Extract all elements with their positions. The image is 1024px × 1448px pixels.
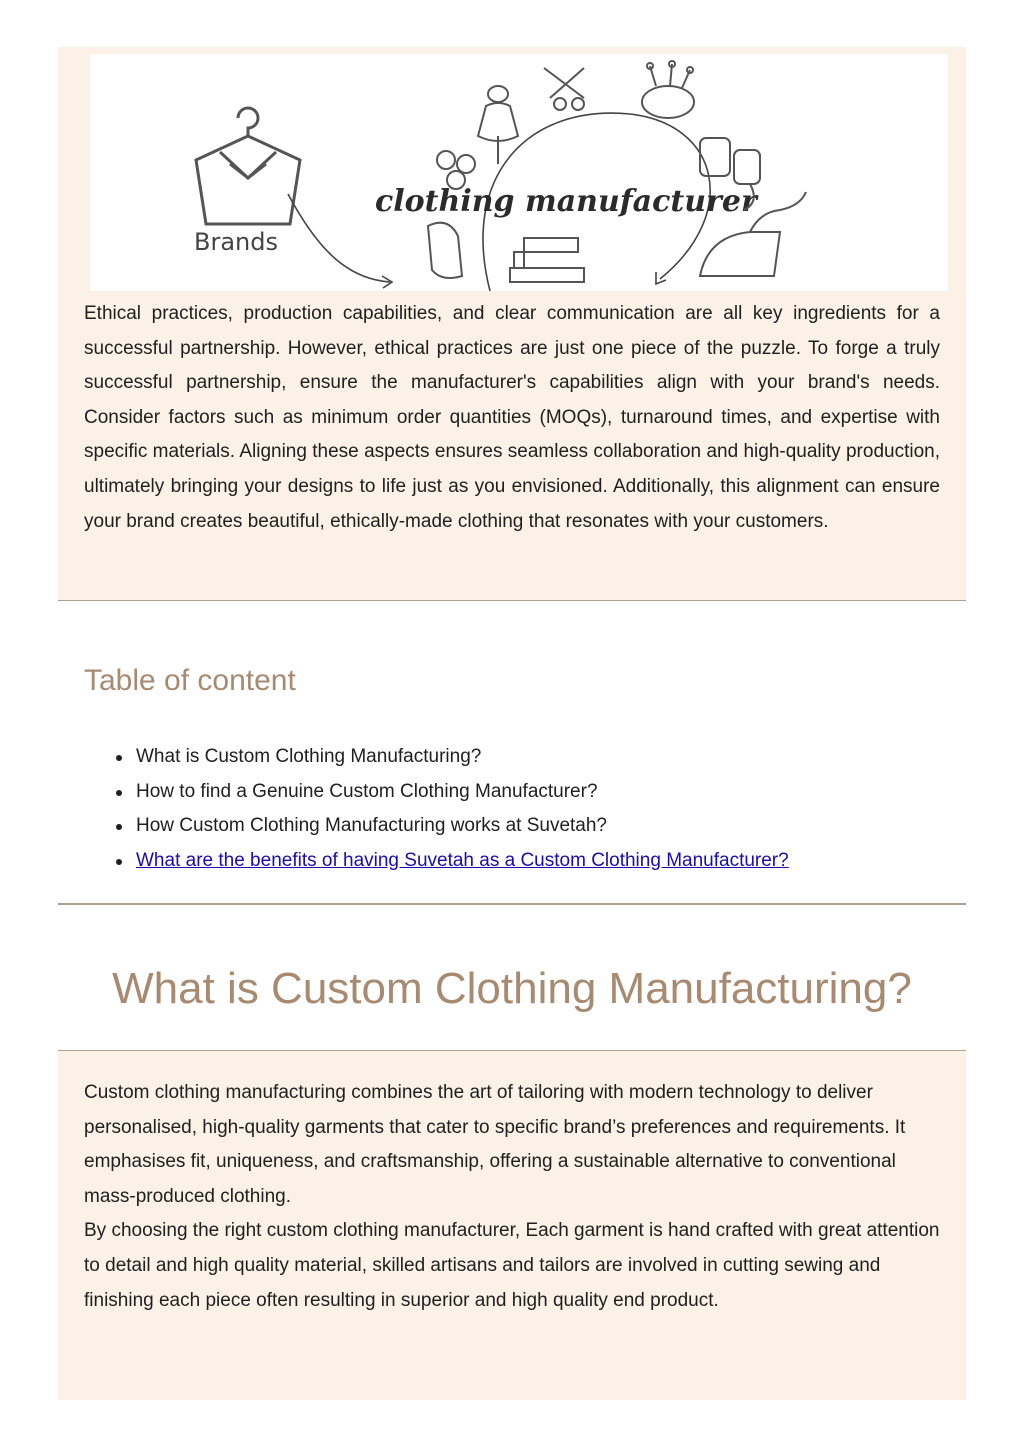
section-heading-block xyxy=(58,904,966,1051)
toc-item[interactable]: How Custom Clothing Manufacturing works at Suvetah? xyxy=(136,809,789,844)
section-body-panel xyxy=(58,1051,966,1400)
toc-title: Table of content xyxy=(84,664,296,697)
toc-item[interactable]: What is Custom Clothing Manufacturing? xyxy=(136,740,789,775)
clothing-manufacturer-illustration xyxy=(90,54,948,291)
scissors-icon xyxy=(544,68,584,110)
section-paragraph: Custom clothing manufacturing combines the art of tailoring with modern technology to deliver personalised, high-quality garments that cater to specific brand’s preferences and requirements. It emphasises fit, uniqueness, and craftsmanship, offering a sustainable alternative to conventional mass-produced clothing. xyxy=(84,1082,906,1207)
toc-item-link[interactable] xyxy=(136,844,789,879)
toc-link-benefits[interactable]: What are the benefits of having Suvetah as a Custom Clothing Manufacturer? xyxy=(136,849,789,871)
section-paragraph: By choosing the right custom clothing manufacturer, Each garment is hand crafted with great attention to detail and high quality material, skilled artisans and tailors are involved in cutting sewing and finishing each piece often resulting in superior and high quality end product. xyxy=(84,1220,940,1311)
brands-label: Brands xyxy=(194,228,278,256)
pin-cushion-icon xyxy=(642,61,694,118)
intro-paragraph: Ethical practices, production capabilities, and clear communication are all key ingredients for a successful partnership. However, ethical practices are just one piece of the puzzle. To forge a truly successful partnership, ensure the manufacturer's capabilities align with your brand's needs. Consider factors such as minimum order quantities (MOQs), turnaround times, and expertise with specific materials. Aligning these aspects ensures seamless collaboration and high-quality production, ultimately bringing your designs to life just as you envisioned. Additionally, this alignment can ensure your brand creates beautiful, ethically-made clothing that resonates with your customers. xyxy=(84,303,940,532)
hero-illustration xyxy=(90,54,948,291)
section-heading: What is Custom Clothing Manufacturing? xyxy=(112,964,912,1013)
sewing-machine-icon xyxy=(510,238,584,282)
toc-item[interactable]: How to find a Genuine Custom Clothing Manufacturer? xyxy=(136,775,789,810)
section-body xyxy=(84,1076,944,1318)
mannequin-icon xyxy=(478,86,518,164)
toc-list xyxy=(58,740,789,878)
fabric-icon xyxy=(428,223,462,278)
table-of-contents xyxy=(58,600,966,905)
intro-panel xyxy=(58,47,966,601)
logo-text: clothing manufacturer xyxy=(375,184,757,219)
hanger-shirt-icon xyxy=(196,108,300,224)
